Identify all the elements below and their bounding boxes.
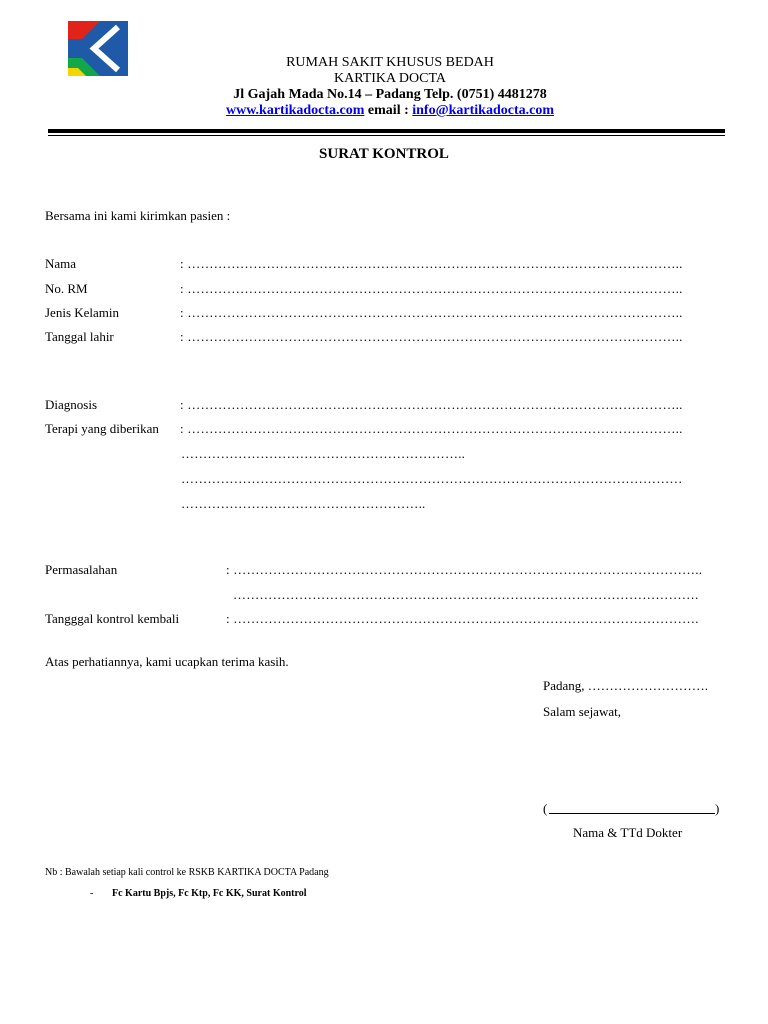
field-label-permasalahan: Permasalahan [45, 562, 118, 577]
hospital-address: Jl Gajah Mada No.14 – Padang Telp. (0751) 4481278 [233, 87, 547, 102]
field-value-terapi-line2: ……………………………………………………….. [181, 446, 466, 461]
field-label-tanggal-lahir: Tanggal lahir [45, 329, 114, 344]
signature-open-paren: ( [543, 801, 548, 816]
field-label-diagnosis: Diagnosis [45, 397, 97, 412]
field-label-kontrol: Tangggal kontrol kembali [45, 611, 180, 626]
field-value-no-rm: : ………………………………………………………………………………………………….. [180, 281, 683, 296]
website-link[interactable]: www.kartikadocta.com [225, 103, 365, 118]
hospital-subname: KARTIKA DOCTA [334, 71, 446, 86]
signature-close-paren: ) [715, 801, 720, 816]
field-value-terapi-line4: ……………………………………………….. [181, 496, 426, 511]
field-label-terapi: Terapi yang diberikan [45, 421, 159, 436]
field-value-tanggal-lahir: : ………………………………………………………………………………………………….. [180, 329, 683, 344]
field-value-diagnosis: : ………………………………………………………………………………………………….. [180, 397, 683, 412]
field-value-jenis-kelamin: : ………………………………………………………………………………………………….. [180, 305, 683, 320]
intro-text: Bersama ini kami kirimkan pasien : [45, 208, 231, 223]
header-divider-thick [48, 129, 725, 133]
closing-text: Atas perhatiannya, kami ucapkan terima kasih. [45, 654, 289, 669]
field-label-nama: Nama [45, 256, 77, 271]
signature-caption: Nama & TTd Dokter [573, 825, 683, 840]
hospital-logo-icon [68, 21, 128, 76]
email-label: email : [364, 103, 413, 118]
field-value-nama: : ………………………………………………………………………………………………….. [180, 256, 683, 271]
document-title: SURAT KONTROL [319, 146, 449, 162]
signature-line [549, 813, 715, 814]
field-value-terapi-line3: …………………………………………………………………………………………………… [181, 471, 683, 486]
signature-greeting: Salam sejawat, [543, 704, 621, 719]
field-value-kontrol: : ……………………………………………………………………………………………. [226, 611, 699, 626]
field-value-permasalahan: : …………………………………………………………………………………………….. [226, 562, 703, 577]
contact-line [130, 103, 650, 119]
note-bullet: - [90, 888, 94, 899]
field-label-jenis-kelamin: Jenis Kelamin [45, 305, 120, 320]
note-item: Fc Kartu Bpjs, Fc Ktp, Fc KK, Surat Kontrol [112, 888, 307, 899]
note-text: Nb : Bawalah setiap kali control ke RSKB KARTIKA DOCTA Padang [45, 867, 329, 878]
field-value-terapi: : ………………………………………………………………………………………………….. [180, 421, 683, 436]
signature-place-date: Padang, ………………………. [543, 678, 709, 693]
email-link[interactable]: info@kartikadocta.com [412, 103, 554, 118]
hospital-name: RUMAH SAKIT KHUSUS BEDAH [286, 55, 494, 70]
field-label-no-rm: No. RM [45, 281, 88, 296]
field-value-permasalahan-line2: ……………………………………………………………………………………………. [233, 587, 699, 602]
header-divider-thin [48, 135, 725, 136]
